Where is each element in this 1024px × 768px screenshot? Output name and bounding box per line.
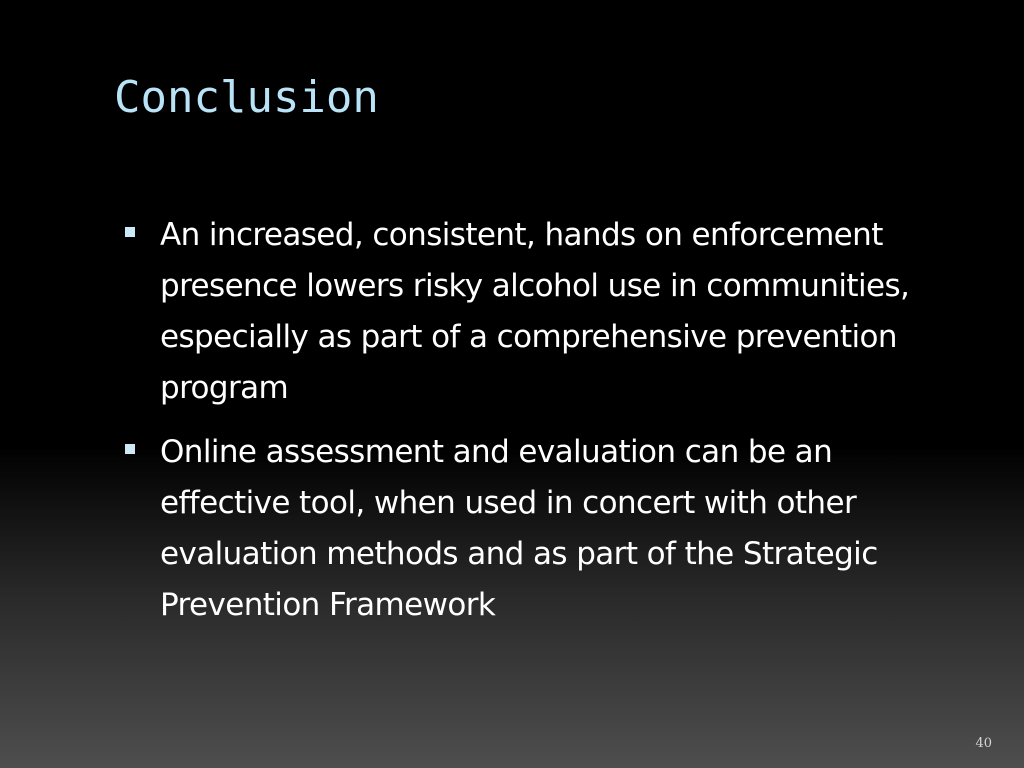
bullet-list	[122, 210, 952, 644]
square-bullet-icon	[125, 227, 135, 237]
square-bullet-icon	[125, 444, 135, 454]
bullet-text: Online assessment and evaluation can be an effective tool, when used in concert with other evaluation methods and as part of the Strategic Prevention Framework	[160, 434, 878, 623]
slide-page-number: 40	[975, 736, 992, 751]
slide-title: Conclusion	[114, 72, 379, 123]
bullet-text: An increased, consistent, hands on enforcement presence lowers risky alcohol use in communities, especially as part of a comprehensive prevention program	[160, 217, 910, 406]
bullet-item	[122, 427, 952, 631]
bullet-item	[122, 210, 952, 414]
